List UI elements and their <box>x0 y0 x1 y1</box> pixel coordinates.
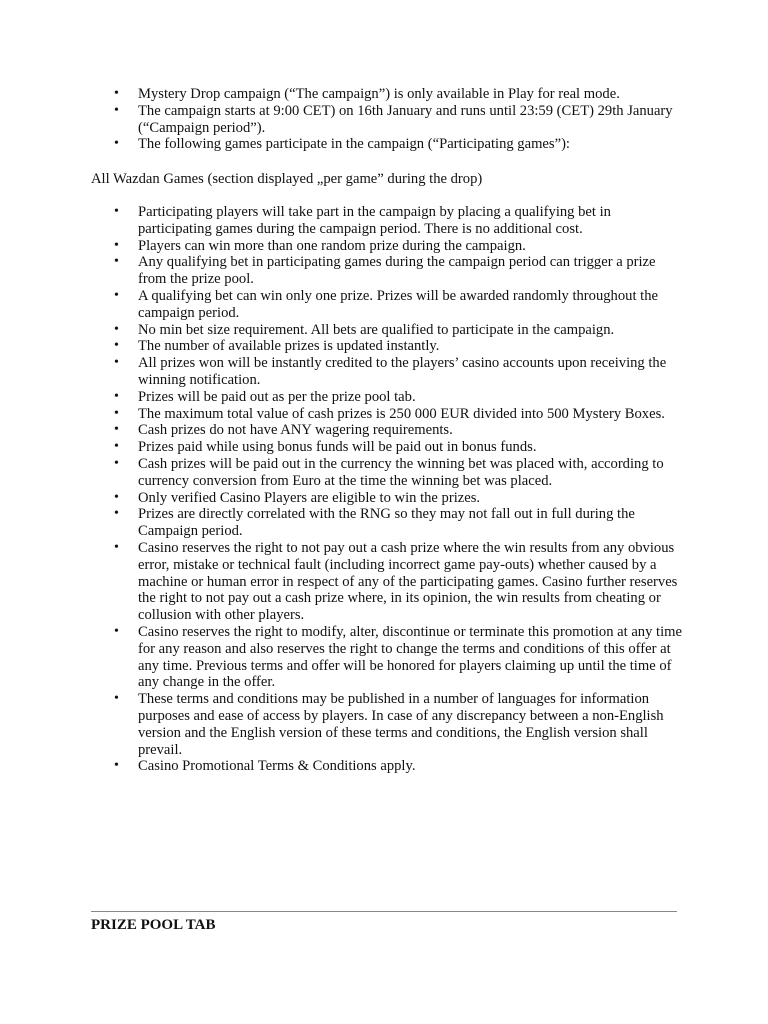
list-item: • Casino Promotional Terms & Conditions apply. <box>138 758 686 775</box>
list-item: • Casino reserves the right to not pay out a cash prize where the win results from any obvious error, mistake or technical fault (including incorrect game pay-outs) whether caused by a machine or human error in respect of any of the participating games. Casino further reserves the right to not pay out a cash prize where, in its opinion, the win results from cheating or collusion with other players. <box>138 540 686 624</box>
list-item: • Cash prizes do not have ANY wagering requirements. <box>138 422 686 439</box>
list-item: • Mystery Drop campaign (“The campaign”) is only available in Play for real mode. <box>138 86 686 103</box>
rules-list <box>138 204 686 775</box>
section-heading: PRIZE POOL TAB <box>91 917 216 933</box>
list-item: • Any qualifying bet in participating games during the campaign period can trigger a prize from the prize pool. <box>138 254 686 288</box>
list-item: • The maximum total value of cash prizes is 250 000 EUR divided into 500 Mystery Boxes. <box>138 406 686 423</box>
list-item: • Only verified Casino Players are eligible to win the prizes. <box>138 490 686 507</box>
list-item: • These terms and conditions may be published in a number of languages for information purposes and ease of access by players. In case of any discrepancy between a non-English version and the English version of these terms and conditions, the English version shall prevail. <box>138 691 686 758</box>
list-item: • The number of available prizes is updated instantly. <box>138 338 686 355</box>
list-item: • Cash prizes will be paid out in the currency the winning bet was placed with, according to currency conversion from Euro at the time the winning bet was placed. <box>138 456 686 490</box>
list-item: • The campaign starts at 9:00 CET) on 16th January and runs until 23:59 (CET) 29th January (“Campaign period”). <box>138 103 686 137</box>
list-item: • Players can win more than one random prize during the campaign. <box>138 238 686 255</box>
section-divider <box>91 911 677 912</box>
games-note: All Wazdan Games (section displayed „per game” during the drop) <box>91 171 483 187</box>
list-item: • All prizes won will be instantly credited to the players’ casino accounts upon receiving the winning notification. <box>138 355 686 389</box>
list-item: • A qualifying bet can win only one prize. Prizes will be awarded randomly throughout the campaign period. <box>138 288 686 322</box>
list-item: • No min bet size requirement. All bets are qualified to participate in the campaign. <box>138 322 686 339</box>
list-item: • Prizes paid while using bonus funds will be paid out in bonus funds. <box>138 439 686 456</box>
list-item: • Prizes are directly correlated with the RNG so they may not fall out in full during the Campaign period. <box>138 506 686 540</box>
list-item: • The following games participate in the campaign (“Participating games”): <box>138 136 686 153</box>
list-item: • Casino reserves the right to modify, alter, discontinue or terminate this promotion at any time for any reason and also reserves the right to change the terms and conditions of this offer at any time. Previous terms and offer will be honored for players claiming up until the time of any change in the offer. <box>138 624 686 691</box>
list-item: • Participating players will take part in the campaign by placing a qualifying bet in participating games during the campaign period. There is no additional cost. <box>138 204 686 238</box>
list-item: • Prizes will be paid out as per the prize pool tab. <box>138 389 686 406</box>
intro-list <box>138 86 686 153</box>
